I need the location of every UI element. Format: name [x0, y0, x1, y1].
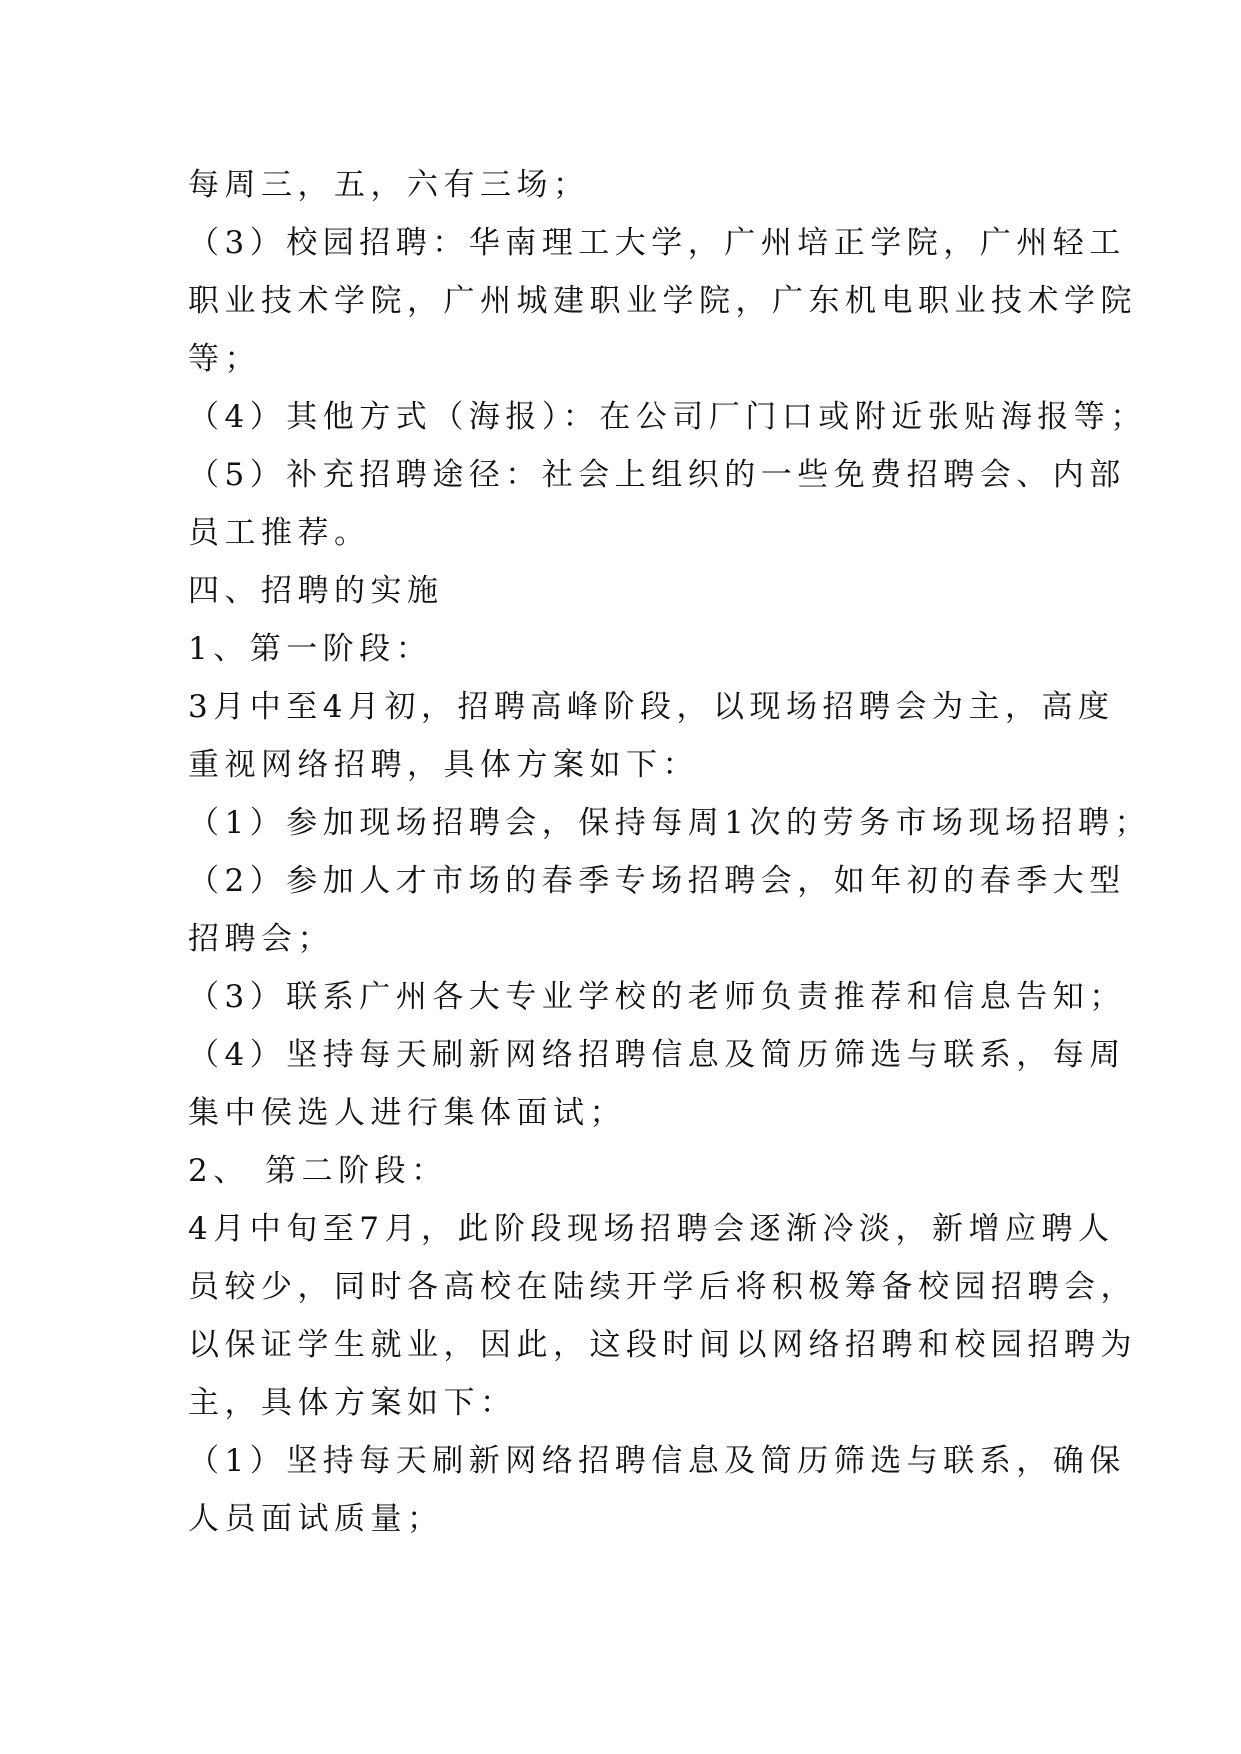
subsection-heading: 1、第一阶段：: [188, 631, 433, 667]
text-line: （1）坚持每天刷新网络招聘信息及简历筛选与联系，确保: [188, 1443, 1126, 1479]
text-line: 主，具体方案如下：: [188, 1385, 517, 1421]
text-line: 职业技术学院，广州城建职业学院，广东机电职业技术学院: [188, 283, 1137, 319]
text-line: 3月中至4月初，招聘高峰阶段，以现场招聘会为主，高度: [188, 689, 1115, 725]
text-line: 每周三，五，六有三场；: [188, 167, 590, 203]
text-line: 员工推荐。: [188, 515, 371, 551]
text-line: 以保证学生就业，因此，这段时间以网络招聘和校园招聘为: [188, 1327, 1137, 1363]
text-line: 集中侯选人进行集体面试；: [188, 1095, 626, 1131]
text-line: 重视网络招聘，具体方案如下：: [188, 747, 699, 783]
text-line: （5）补充招聘途径：社会上组织的一些免费招聘会、内部: [188, 457, 1126, 493]
text-line: （4）其他方式（海报）：在公司厂门口或附近张贴海报等；: [188, 399, 1147, 435]
text-line: （3）联系广州各大专业学校的老师负责推荐和信息告知；: [188, 979, 1126, 1015]
text-line: 招聘会；: [188, 921, 334, 957]
text-line: 4月中旬至7月，此阶段现场招聘会逐渐冷淡，新增应聘人: [188, 1211, 1115, 1247]
text-line: （1）参加现场招聘会，保持每周1次的劳务市场现场招聘；: [188, 805, 1151, 841]
text-line: 员较少，同时各高校在陆续开学后将积极筹备校园招聘会，: [188, 1269, 1137, 1305]
subsection-heading: 2、 第二阶段：: [188, 1153, 448, 1189]
text-line: （4）坚持每天刷新网络招聘信息及简历筛选与联系，每周: [188, 1037, 1126, 1073]
text-line: （2）参加人才市场的春季专场招聘会，如年初的春季大型: [188, 863, 1126, 899]
text-line: 人员面试质量；: [188, 1501, 444, 1537]
text-line: 等；: [188, 341, 261, 377]
text-line: （3）校园招聘：华南理工大学，广州培正学院，广州轻工: [188, 225, 1126, 261]
section-heading: 四、招聘的实施: [188, 573, 444, 609]
